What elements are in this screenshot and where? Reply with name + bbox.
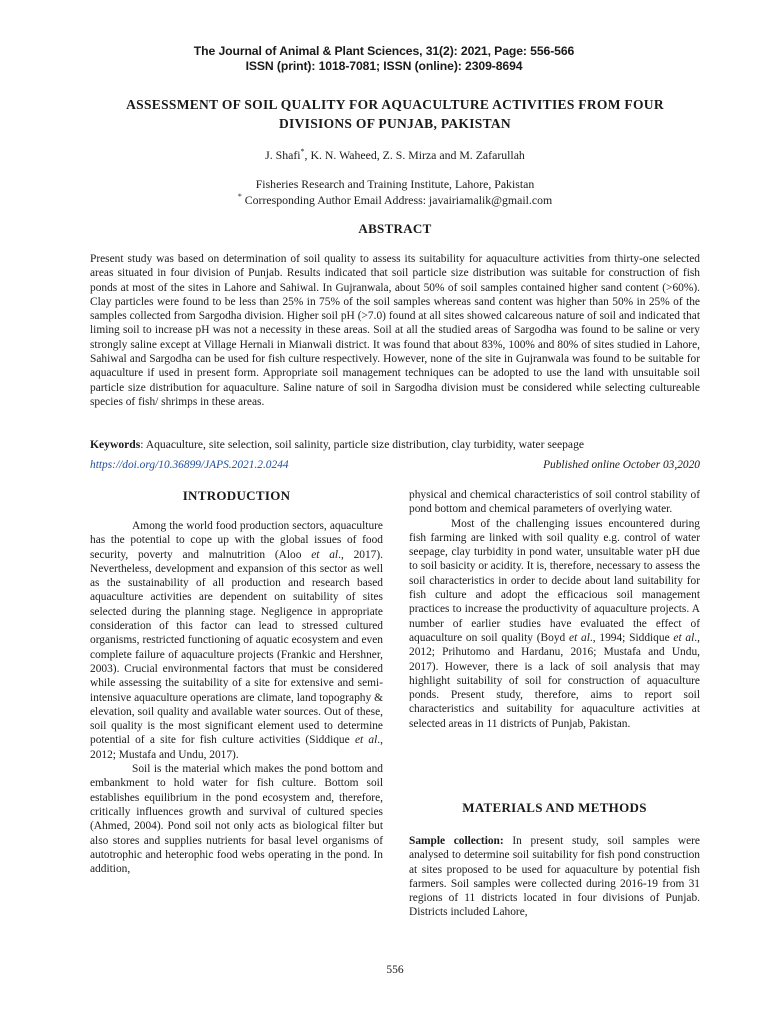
article-title-line-1: ASSESSMENT OF SOIL QUALITY FOR AQUACULTURE ACTIVITIES FROM FOUR (126, 97, 664, 112)
intro-paragraph-4: Most of the challenging issues encountered during fish farming are linked with soil quality e.g. control of water seepage, clay turbidity in pond water, unsuitable water pH due to soil basicity or acidity. It is, therefore, necessary to assess the soil characteristics in order to decide about land suitability for fish culture and adopt the efficacious soil management practices to increase the productivity of aquaculture projects. A number of earlier studies have evaluated the effect of aquaculture on soil quality (Boyd et al., 1994; Siddique et al., 2012; Prihutomo and Hardanu, 2016; Mustafa and Undu, 2017). However, there is a lack of soil analysis that may highlight suitability of soil for construction of aquaculture ponds. Present study, therefore, aims to report soil characteristics and suitability for aquaculture activities at selected areas in 11 districts of Punjab, Pakistan. (409, 517, 700, 730)
keywords: Keywords: Aquaculture, site selection, soil salinity, particle size distribution, clay turbidity, water seepage (90, 438, 585, 451)
affiliation: Fisheries Research and Training Institute, Lahore, Pakistan (255, 177, 535, 191)
methods-heading: MATERIALS AND METHODS (462, 800, 647, 815)
published-date: Published online October 03,2020 (543, 459, 700, 471)
methods-text: Sample collection: In present study, soil samples were analysed to determine soil suitability for fish pond construction at sites proposed to be used for aquaculture by potential fish farmers. Soil samples were collected during 2016-19 from 31 regions of 11 districts located in four divisions of Punjab. Districts included Lahore, (409, 835, 700, 919)
introduction-right-column (409, 488, 700, 731)
introduction-heading: INTRODUCTION (182, 488, 291, 503)
article-title (90, 95, 700, 133)
authors: J. Shafi*, K. N. Waheed, Z. S. Mirza and M. Zafarullah (265, 147, 525, 162)
doi-link[interactable]: https://doi.org/10.36899/JAPS.2021.2.0244 (90, 459, 289, 471)
intro-paragraph-1: Among the world food production sectors, aquaculture has the potential to cope up with the global issues of food security, poverty and malnutrition (Aloo et al., 2017). Nevertheless, development and expansion of this sector as well as the sustainability of all production and research based aquaculture activities are dependent on suitability of sites selected during the planning stage. Negligence in appropriate consideration of this factor can lead to stressed cultured organisms, restricted functioning of aquatic ecosystem and even complete failure of aquaculture projects (Frankic and Hershner, 2003). Crucial environmental factors that must be considered while assessing the suitability of a site for extensive and semi-intensive aquaculture operations are climate, land topography & elevation, soil quality and available water sources. Out of these, soil quality is the most significant element used to determine potential of a site for fish culture activities (Siddique et al., 2012; Mustafa and Undu, 2017). (90, 520, 383, 761)
abstract-heading: ABSTRACT (358, 221, 432, 236)
issn-line: ISSN (print): 1018-7081; ISSN (online): 2309-8694 (245, 59, 523, 73)
page-number: 556 (386, 964, 404, 976)
intro-paragraph-2: Soil is the material which makes the pond bottom and embankment to hold water for fish culture. Bottom soil establishes equilibrium in the pond ecosystem and, therefore, critically influences growth and survival of cultured species (Ahmed, 2004). Pond soil not only acts as biological filter but also stores and supplies nutrients for basal level organisms of autotrophic and heterophic food webs operating in the pond. In addition, (90, 763, 383, 876)
intro-paragraph-3: physical and chemical characteristics of soil control stability of pond bottom and chemical parameters of overlying water. (409, 489, 700, 516)
abstract-text: Present study was based on determination of soil quality to assess its suitability for aquaculture activities from thirty-one selected areas situated in four division of Punjab. Results indicated that soil particle size distribution was suitable for construction of fish ponds at most of the sites in Lahore and Sahiwal. In Gujranwala, about 50% of soil samples contained higher sand content (>60%). Clay particles were found to be less than 25% in 75% of the soil samples whereas sand content was higher than 50% in 25% of the samples collected from Sargodha division. Higher soil pH (>7.0) found at all sites showed calcareous nature of soil and indicated that liming soil to increase pH was not a necessity in these areas. Soil at all the studied areas of Sargodha was found to be saline or very strongly saline except at Village Hernali in Mianwali district. It was found that about 83%, 100% and 80% of sites studied in Lahore, Sahiwal and Sargodha can be used for fish culture respectively. However, none of the site in Gujranwala was found to be suitable for aquaculture if used in present form. Appropriate soil management techniques can be adopted to use the land with unsuitable soil particle size distribution for aquaculture. Saline nature of soil in Sargodha division must be considered while selecting cultureable species of fish/ shrimps in these areas. (90, 253, 700, 408)
publication-info (90, 458, 700, 472)
journal-citation: The Journal of Animal & Plant Sciences, 31(2): 2021, Page: 556-566 (193, 44, 575, 58)
introduction-left-column (90, 519, 383, 876)
corresponding-author: * Corresponding Author Email Address: javairiamalik@gmail.com (237, 192, 553, 207)
article-title-line-2: DIVISIONS OF PUNJAB, PAKISTAN (279, 116, 511, 131)
